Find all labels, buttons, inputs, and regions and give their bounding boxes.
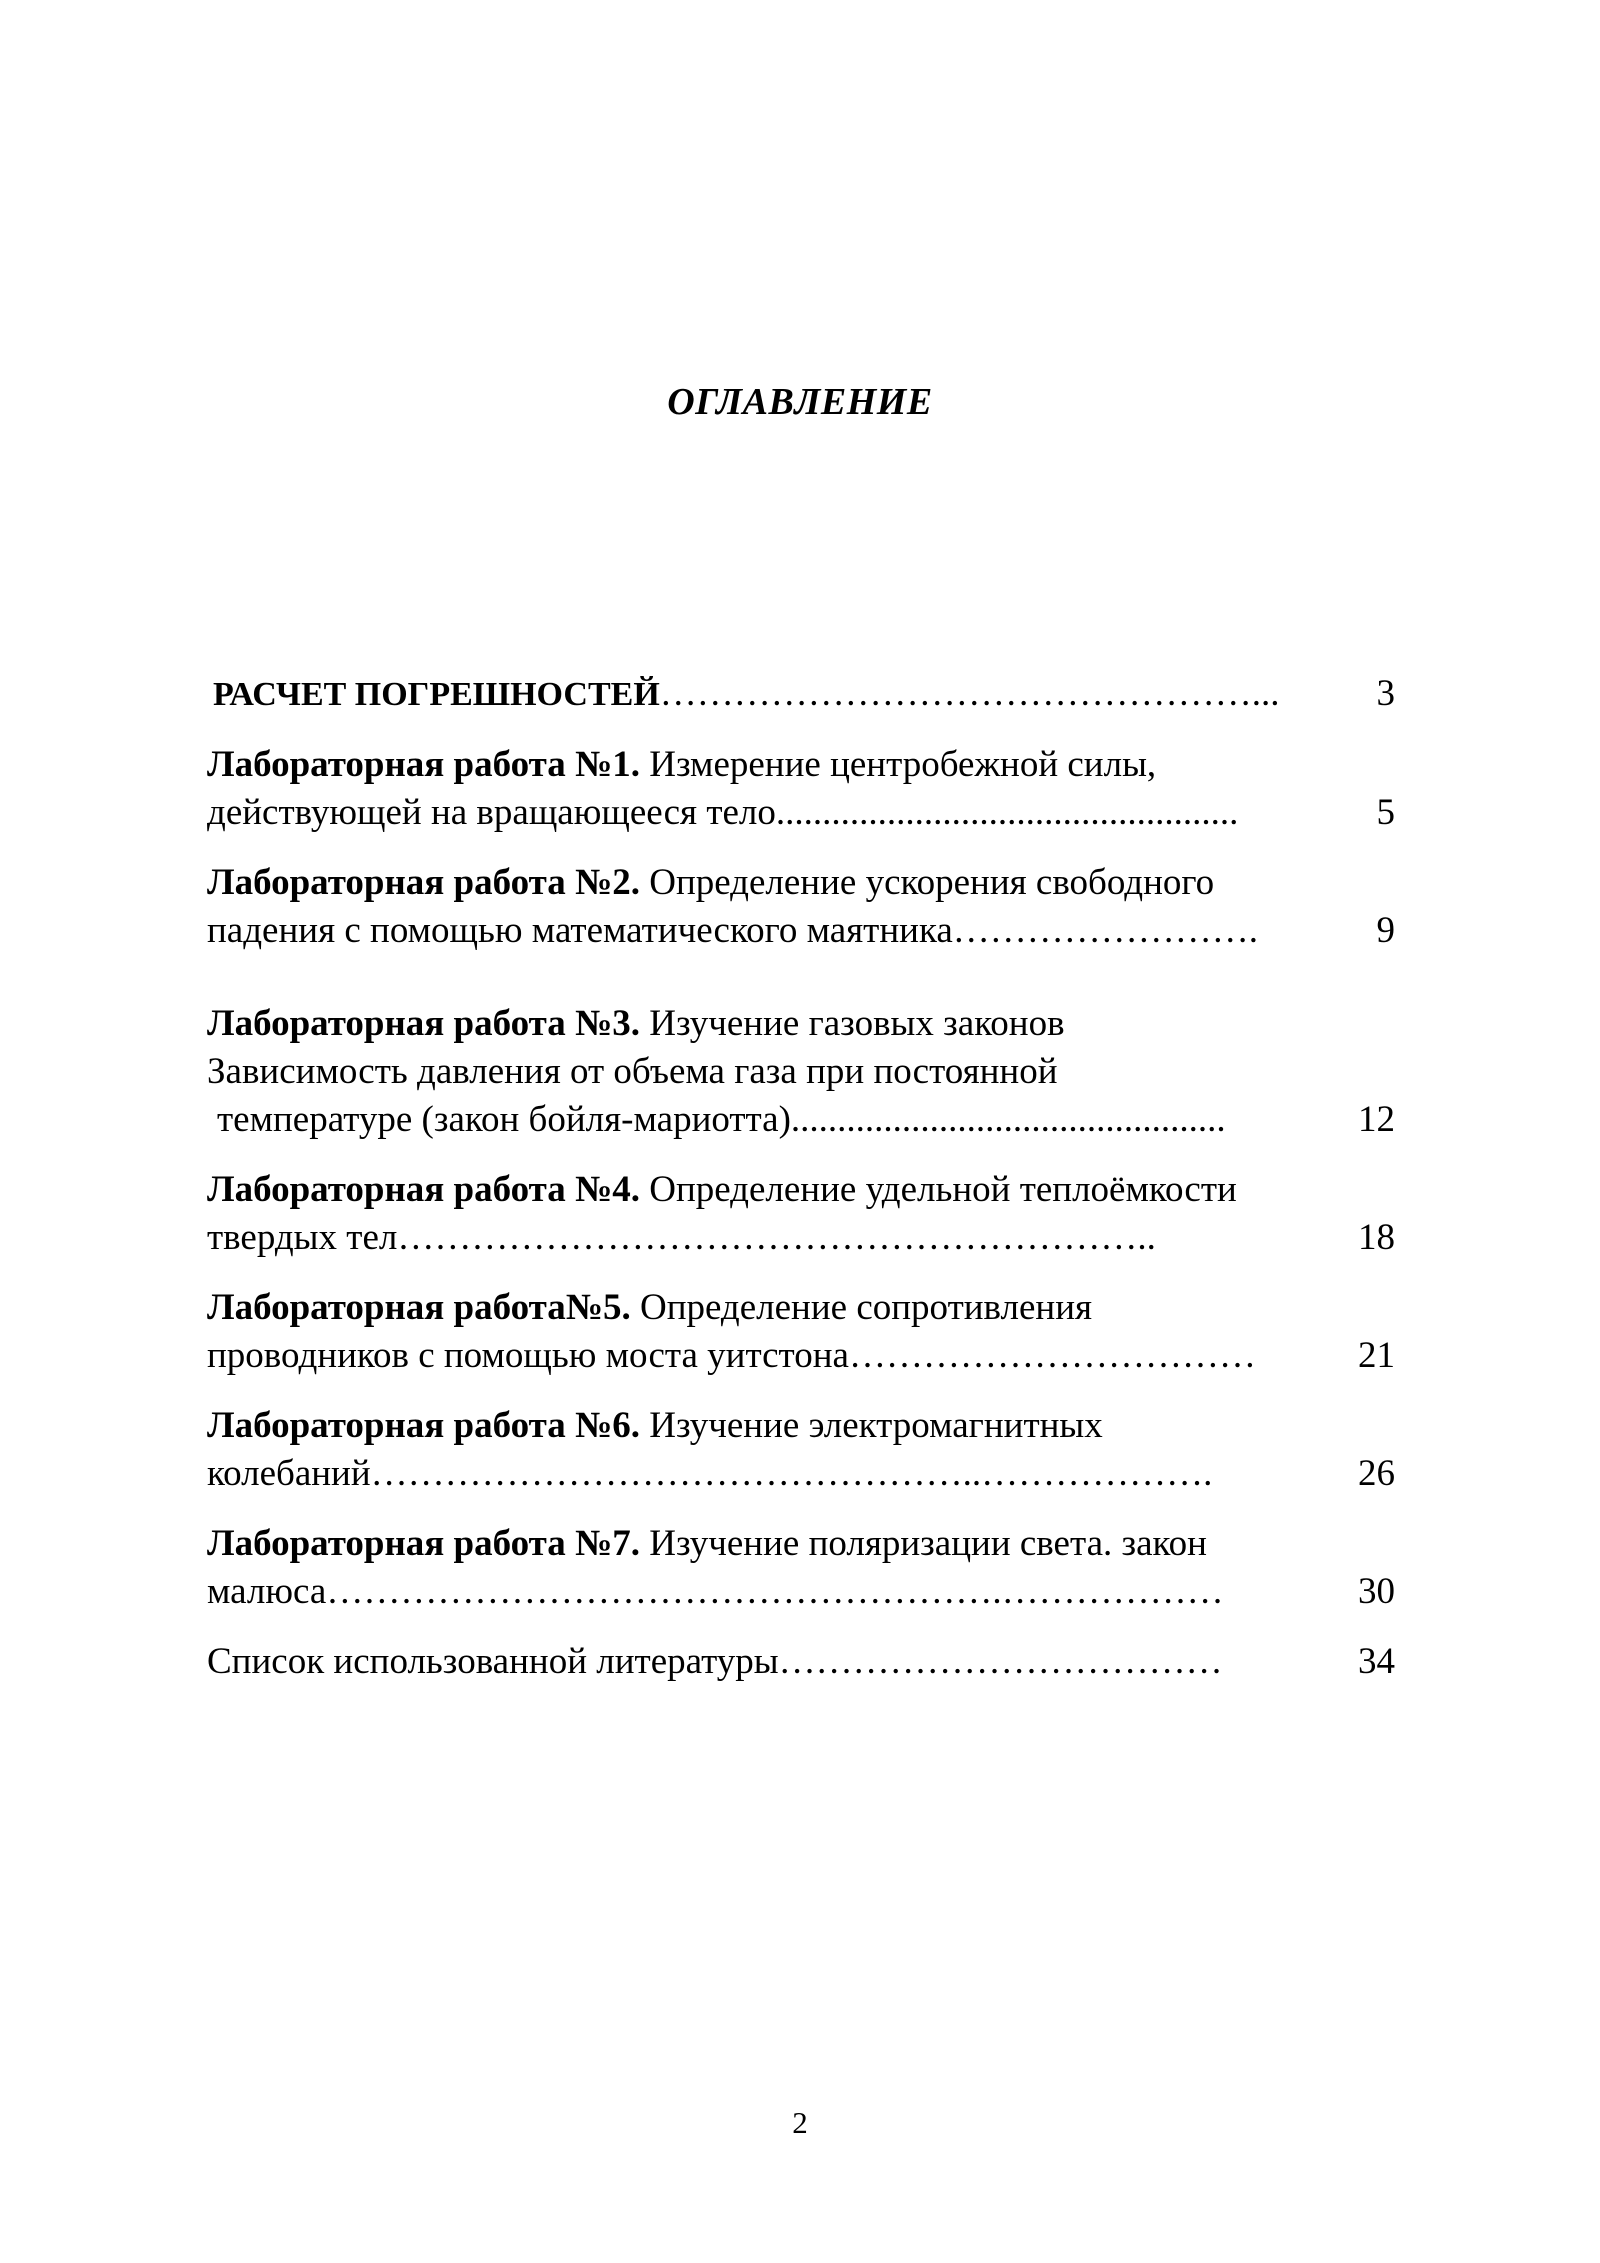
toc-leader: ……………………………… [778,1641,1223,1682]
toc-entry-title: Лабораторная работа №3. [207,1003,640,1044]
toc-page-number: 12 [1358,1099,1395,1140]
toc-leader: ............................................... [790,1099,1226,1140]
toc-page-number: 9 [1376,910,1395,951]
toc-page-number: 5 [1376,792,1395,833]
toc-entry-errors[interactable] [207,670,1395,719]
toc-leader: …………………………………………………….. [397,1217,1156,1258]
toc-entry-subtitle-cont: малюса [207,1571,327,1612]
toc-entry-subtitle-cont: твердых тел [207,1217,398,1258]
toc-page-number: 30 [1358,1571,1395,1612]
toc-page-number: 26 [1358,1453,1395,1494]
toc-entry-title: Лабораторная работа №6. [207,1405,640,1446]
toc-page-number: 34 [1358,1641,1395,1682]
toc-entry-lab-7[interactable] [207,1520,1395,1616]
toc-entry-subtitle: Изучение газовых законов [639,1003,1065,1044]
toc-page-number: 3 [1376,673,1395,714]
toc-leader: …………………………………………..………………. [370,1453,1213,1494]
toc-entry-subtitle-cont: действующей на вращающееся тело [207,792,776,833]
page-number: 2 [792,2105,808,2140]
toc-entry-subtitle-cont: Зависимость давления от объема газа при постоянной [207,1051,1058,1092]
toc-entry-lab-4[interactable] [207,1166,1395,1262]
toc-entry-title: Лабораторная работа №2. [207,862,640,903]
toc-leader: ……………………………………………….……………… [326,1571,1224,1612]
table-of-contents [207,670,1395,1686]
toc-entry-subtitle: Определение сопротивления [630,1287,1093,1328]
toc-entry-subtitle-cont: проводников с помощью моста уитстона [207,1335,849,1376]
toc-entry-subtitle-cont: падения с помощью математического маятника [207,910,953,951]
toc-page-number: 18 [1358,1217,1395,1258]
toc-entry-title: Лабораторная работа№5. [207,1287,631,1328]
toc-entry-title: Лабораторная работа №7. [207,1523,640,1564]
toc-page-number: 21 [1358,1335,1395,1376]
toc-leader: .................................................. [775,792,1239,833]
toc-entry-subtitle: Измерение центробежной силы, [639,744,1157,785]
toc-entry-subtitle: Определение ускорения свободного [639,862,1215,903]
toc-entry-references[interactable] [207,1638,1395,1686]
toc-entry-title: Лабораторная работа №4. [207,1169,640,1210]
toc-entry-subtitle: Определение удельной теплоёмкости [639,1169,1237,1210]
toc-entry-lab-3[interactable] [207,1000,1395,1144]
toc-entry-lab-2[interactable] [207,859,1395,955]
toc-entry-title: Список использованной литературы [207,1641,779,1682]
toc-entry-subtitle: Изучение поляризации света. закон [639,1523,1207,1564]
toc-entry-subtitle-cont: температуре (закон бойля-мариотта) [217,1099,791,1140]
toc-leader: ……………………. [952,910,1259,951]
toc-entry-lab-5[interactable] [207,1284,1395,1380]
toc-leader: …………………………………………... [659,673,1280,714]
toc-entry-title: Лабораторная работа №1. [207,744,640,785]
toc-leader: …………………………… [848,1335,1256,1376]
toc-entry-lab-1[interactable] [207,741,1395,837]
toc-entry-subtitle-cont: колебаний [207,1453,371,1494]
toc-entry-title: РАСЧЕТ ПОГРЕШНОСТЕЙ [213,676,660,713]
toc-entry-lab-6[interactable] [207,1402,1395,1498]
page-title: ОГЛАВЛЕНИЕ [667,381,933,423]
toc-entry-subtitle: Изучение электромагнитных [639,1405,1103,1446]
